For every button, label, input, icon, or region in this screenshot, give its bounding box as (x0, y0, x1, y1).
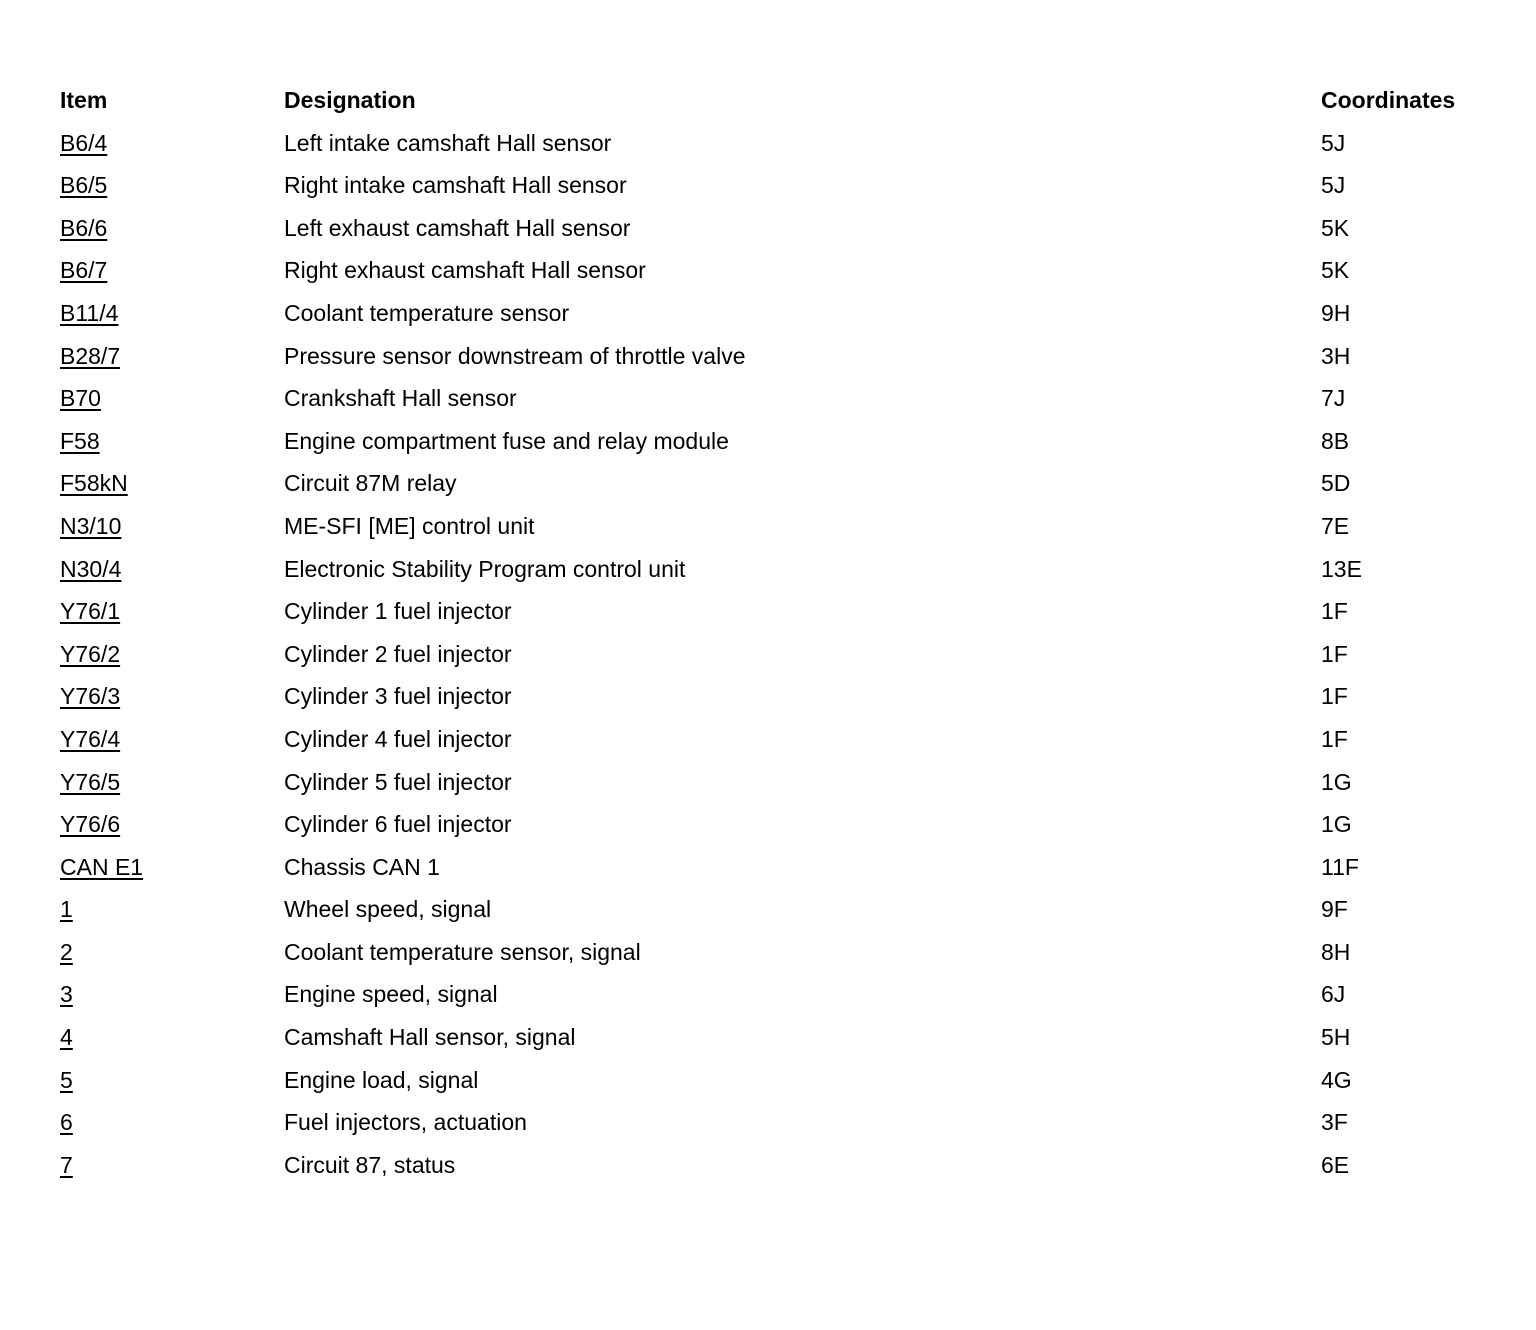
item-link[interactable]: B70 (60, 385, 101, 412)
designation-cell: Cylinder 3 fuel injector (284, 683, 512, 710)
table-row (60, 548, 1500, 591)
coordinates-cell: 4G (1321, 1066, 1352, 1093)
designation-cell: Pressure sensor downstream of throttle valve (284, 342, 746, 369)
designation-cell: Engine load, signal (284, 1066, 479, 1093)
item-link[interactable]: 1 (60, 896, 73, 923)
table-row (60, 973, 1500, 1016)
item-link[interactable]: Y76/5 (60, 768, 121, 795)
table-row (60, 931, 1500, 974)
item-link[interactable]: N3/10 (60, 512, 122, 539)
item-link[interactable]: B6/5 (60, 172, 108, 199)
item-link[interactable]: CAN E1 (60, 853, 144, 880)
table-row (60, 249, 1500, 292)
header-item: Item (60, 87, 108, 113)
table-row (60, 505, 1500, 548)
coordinates-cell: 5D (1321, 470, 1351, 497)
item-link[interactable]: Y76/3 (60, 683, 121, 710)
table-row (60, 1059, 1500, 1102)
designation-cell: Left intake camshaft Hall sensor (284, 129, 612, 156)
table-row (60, 1101, 1500, 1144)
item-link[interactable]: 6 (60, 1109, 73, 1136)
table-row (60, 718, 1500, 761)
item-link[interactable]: B28/7 (60, 342, 121, 369)
designation-cell: Circuit 87, status (284, 1151, 456, 1178)
item-link[interactable]: B6/6 (60, 214, 108, 241)
coordinates-cell: 5H (1321, 1024, 1351, 1051)
item-link[interactable]: B6/4 (60, 129, 108, 156)
designation-cell: Electronic Stability Program control unit (284, 555, 686, 582)
item-link[interactable]: Y76/2 (60, 640, 121, 667)
legend-table (60, 79, 1500, 1186)
table-body (60, 122, 1500, 1187)
coordinates-cell: 6E (1321, 1151, 1350, 1178)
coordinates-cell: 1G (1321, 768, 1352, 795)
coordinates-cell: 1F (1321, 683, 1348, 710)
table-row (60, 292, 1500, 335)
coordinates-cell: 5J (1321, 129, 1346, 156)
coordinates-cell: 7E (1321, 512, 1350, 539)
table-row (60, 164, 1500, 207)
coordinates-cell: 13E (1321, 555, 1362, 582)
item-link[interactable]: F58kN (60, 470, 128, 497)
table-row (60, 1144, 1500, 1187)
coordinates-cell: 1F (1321, 640, 1348, 667)
table-row (60, 462, 1500, 505)
item-link[interactable]: B6/7 (60, 257, 108, 284)
coordinates-cell: 1F (1321, 725, 1348, 752)
table-row (60, 888, 1500, 931)
table-row (60, 122, 1500, 165)
item-link[interactable]: Y76/1 (60, 598, 121, 625)
item-link[interactable]: B11/4 (60, 299, 119, 326)
designation-cell: Fuel injectors, actuation (284, 1109, 527, 1136)
item-link[interactable]: 3 (60, 981, 73, 1008)
table-row (60, 761, 1500, 804)
designation-cell: Cylinder 4 fuel injector (284, 725, 512, 752)
item-link[interactable]: 7 (60, 1151, 73, 1178)
table-row (60, 803, 1500, 846)
designation-cell: ME-SFI [ME] control unit (284, 512, 535, 539)
table-row (60, 590, 1500, 633)
item-link[interactable]: N30/4 (60, 555, 122, 582)
item-link[interactable]: F58 (60, 427, 100, 454)
coordinates-cell: 9H (1321, 299, 1351, 326)
coordinates-cell: 7J (1321, 385, 1346, 412)
designation-cell: Left exhaust camshaft Hall sensor (284, 214, 631, 241)
designation-cell: Coolant temperature sensor, signal (284, 938, 641, 965)
table-row (60, 846, 1500, 889)
coordinates-cell: 5K (1321, 214, 1350, 241)
table-row (60, 420, 1500, 463)
table-row (60, 675, 1500, 718)
item-link[interactable]: 4 (60, 1024, 73, 1051)
coordinates-cell: 3F (1321, 1109, 1348, 1136)
designation-cell: Camshaft Hall sensor, signal (284, 1024, 576, 1051)
designation-cell: Circuit 87M relay (284, 470, 457, 497)
coordinates-cell: 11F (1321, 853, 1359, 880)
table-row (60, 1016, 1500, 1059)
designation-cell: Cylinder 2 fuel injector (284, 640, 512, 667)
designation-cell: Right intake camshaft Hall sensor (284, 172, 627, 199)
coordinates-cell: 6J (1321, 981, 1346, 1008)
designation-cell: Chassis CAN 1 (284, 853, 440, 880)
coordinates-cell: 1F (1321, 598, 1348, 625)
table-row (60, 377, 1500, 420)
designation-cell: Crankshaft Hall sensor (284, 385, 517, 412)
coordinates-cell: 5J (1321, 172, 1346, 199)
coordinates-cell: 1G (1321, 811, 1352, 838)
designation-cell: Engine compartment fuse and relay module (284, 427, 729, 454)
designation-cell: Cylinder 5 fuel injector (284, 768, 512, 795)
table-header-row (60, 79, 1500, 122)
designation-cell: Coolant temperature sensor (284, 299, 570, 326)
coordinates-cell: 8B (1321, 427, 1350, 454)
coordinates-cell: 3H (1321, 342, 1351, 369)
table-row (60, 207, 1500, 250)
item-link[interactable]: 2 (60, 938, 73, 965)
designation-cell: Engine speed, signal (284, 981, 498, 1008)
coordinates-cell: 5K (1321, 257, 1350, 284)
item-link[interactable]: 5 (60, 1066, 73, 1093)
designation-cell: Wheel speed, signal (284, 896, 492, 923)
header-designation: Designation (284, 87, 416, 113)
designation-cell: Right exhaust camshaft Hall sensor (284, 257, 646, 284)
table-row (60, 633, 1500, 676)
item-link[interactable]: Y76/4 (60, 725, 121, 752)
table-row (60, 335, 1500, 378)
coordinates-cell: 8H (1321, 938, 1351, 965)
designation-cell: Cylinder 1 fuel injector (284, 598, 512, 625)
item-link[interactable]: Y76/6 (60, 811, 121, 838)
coordinates-cell: 9F (1321, 896, 1348, 923)
designation-cell: Cylinder 6 fuel injector (284, 811, 512, 838)
header-coordinates: Coordinates (1321, 87, 1456, 113)
